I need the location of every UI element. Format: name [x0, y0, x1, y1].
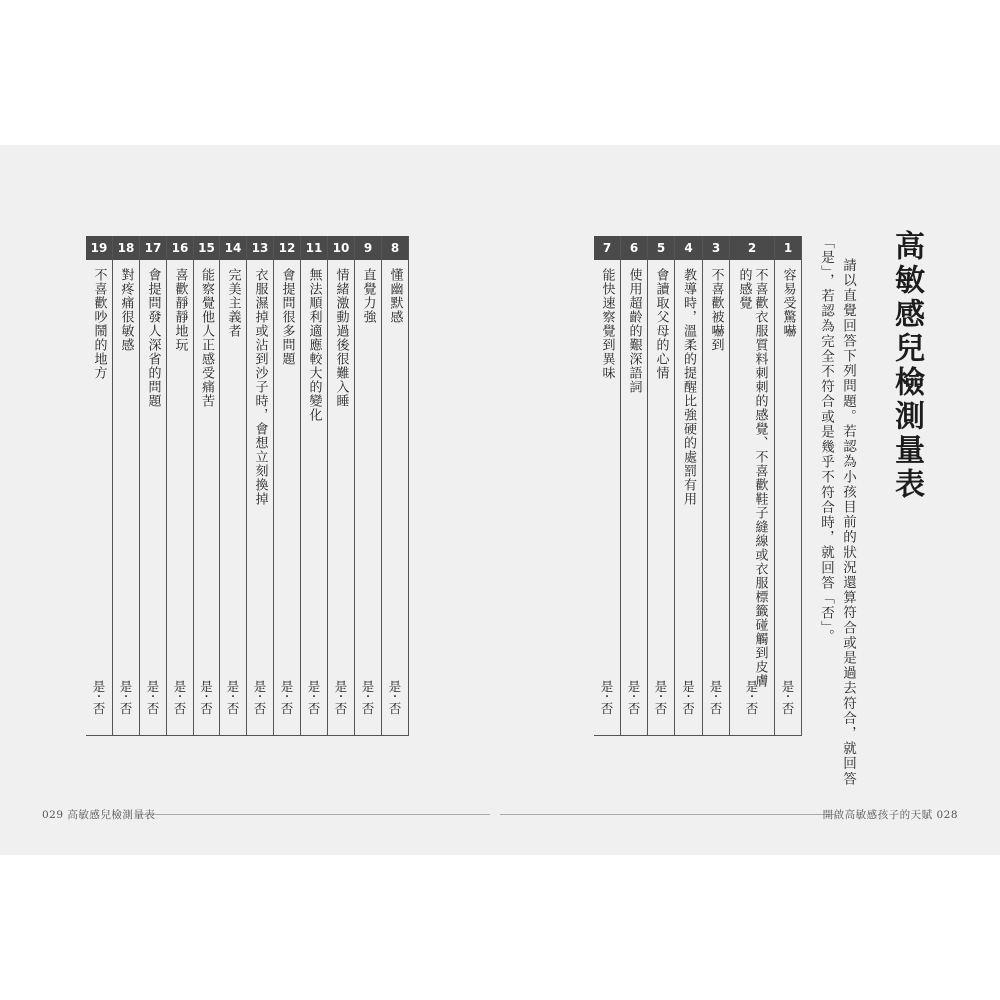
question-column — [113, 236, 140, 736]
question-column — [301, 236, 328, 736]
question-column — [621, 236, 648, 736]
answer-no[interactable]: 否 — [361, 701, 375, 716]
question-number: 13 — [247, 236, 273, 260]
instruction-line-1: 請以直覺回答下列問題。若認為小孩目前的狀況還算符合或是過去符合，就回答 — [840, 258, 856, 787]
footer-left-title: 高敏感兒檢測量表 — [67, 809, 156, 821]
yes-no-answer[interactable] — [675, 680, 702, 715]
yes-no-answer[interactable] — [220, 680, 246, 715]
question-number: 9 — [355, 236, 381, 260]
question-number: 2 — [730, 236, 774, 260]
question-number: 12 — [274, 236, 300, 260]
yes-no-answer[interactable] — [648, 680, 674, 715]
yes-no-answer[interactable] — [113, 680, 139, 715]
answer-yes[interactable]: 是 — [119, 679, 133, 694]
question-text: 使用超齡的艱深語詞 — [626, 268, 642, 394]
question-text: 無法順利適應較大的變化 — [306, 268, 322, 422]
answer-yes[interactable]: 是 — [361, 679, 375, 694]
answer-yes[interactable]: 是 — [334, 679, 348, 694]
yes-no-answer[interactable] — [355, 680, 381, 715]
answer-yes[interactable]: 是 — [745, 679, 759, 694]
question-column — [274, 236, 301, 736]
answer-separator: ・ — [363, 692, 373, 703]
question-column — [648, 236, 675, 736]
footer-right-title: 開啟高敏感孩子的天賦 — [822, 809, 933, 821]
question-text: 完美主義者 — [225, 268, 241, 338]
answer-separator: ・ — [656, 692, 666, 703]
yes-no-answer[interactable] — [328, 680, 354, 715]
answer-separator: ・ — [255, 692, 265, 703]
answer-no[interactable]: 否 — [119, 701, 133, 716]
answer-separator: ・ — [175, 692, 185, 703]
question-text: 對疼痛很敏感 — [118, 268, 134, 352]
question-text: 情緒激動過後很難入睡 — [333, 268, 349, 408]
answer-separator: ・ — [629, 692, 639, 703]
yes-no-answer[interactable] — [703, 680, 729, 715]
question-text: 的感覺 — [736, 268, 752, 310]
question-number: 16 — [167, 236, 193, 260]
answer-separator: ・ — [683, 692, 694, 703]
footer-right — [823, 807, 958, 822]
question-column — [703, 236, 730, 736]
question-text: 教導時，溫柔的提醒比強硬的處罰有用 — [681, 268, 696, 506]
question-number: 3 — [703, 236, 729, 260]
question-column — [220, 236, 247, 736]
answer-separator: ・ — [747, 692, 757, 703]
question-text: 直覺力強 — [360, 268, 376, 324]
answer-no[interactable]: 否 — [92, 701, 106, 716]
answer-yes[interactable]: 是 — [307, 679, 321, 694]
question-number: 18 — [113, 236, 139, 260]
yes-no-answer[interactable] — [194, 680, 219, 715]
answer-yes[interactable]: 是 — [682, 679, 695, 694]
answer-separator: ・ — [336, 692, 346, 703]
yes-no-answer[interactable] — [301, 680, 327, 715]
answer-no[interactable]: 否 — [280, 701, 294, 716]
question-column — [167, 236, 194, 736]
question-text: 不喜歡吵鬧的地方 — [91, 268, 107, 380]
question-column — [675, 236, 703, 736]
answer-no[interactable]: 否 — [745, 701, 759, 716]
answer-yes[interactable]: 是 — [253, 679, 267, 694]
question-column — [140, 236, 167, 736]
answer-yes[interactable]: 是 — [280, 679, 294, 694]
answer-no[interactable]: 否 — [307, 701, 321, 716]
answer-separator: ・ — [94, 692, 104, 703]
answer-no[interactable]: 否 — [600, 701, 614, 716]
yes-no-answer[interactable] — [775, 680, 801, 715]
question-number: 19 — [86, 236, 112, 260]
answer-yes[interactable]: 是 — [92, 679, 106, 694]
yes-no-answer[interactable] — [274, 680, 300, 715]
instruction-line-2: 「是」，若認為完全不符合或是幾乎不符合時，就回答「否」。 — [818, 235, 834, 645]
question-column — [594, 236, 621, 736]
answer-no[interactable]: 否 — [781, 701, 795, 716]
page-title: 高敏感兒檢測量表 — [889, 230, 924, 502]
answer-yes[interactable]: 是 — [600, 679, 614, 694]
question-column — [355, 236, 382, 736]
question-text: 容易受驚嚇 — [780, 268, 796, 338]
question-number: 6 — [621, 236, 647, 260]
answer-no[interactable]: 否 — [388, 701, 402, 716]
answer-separator: ・ — [201, 692, 212, 703]
answer-no[interactable]: 否 — [200, 701, 213, 716]
answer-yes[interactable]: 是 — [226, 679, 240, 694]
answer-yes[interactable]: 是 — [146, 679, 160, 694]
answer-separator: ・ — [783, 692, 793, 703]
answer-yes[interactable]: 是 — [709, 679, 723, 694]
question-text: 會讀取父母的心情 — [653, 268, 669, 380]
answer-no[interactable]: 否 — [226, 701, 240, 716]
answer-no[interactable]: 否 — [682, 701, 695, 716]
answer-separator: ・ — [309, 692, 319, 703]
question-text: 不喜歡被嚇到 — [708, 268, 724, 352]
answer-separator: ・ — [390, 692, 400, 703]
yes-no-answer[interactable] — [621, 680, 647, 715]
question-number: 4 — [675, 236, 702, 260]
question-text: 會提問很多問題 — [279, 268, 295, 366]
answer-yes[interactable]: 是 — [781, 679, 795, 694]
question-number: 7 — [594, 236, 620, 260]
question-text: 喜歡靜靜地玩 — [172, 268, 188, 352]
yes-no-answer[interactable] — [382, 680, 408, 715]
question-text: 不喜歡衣服質料刺刺的感覺、不喜歡鞋子縫線或衣服標籤碰觸到皮膚 — [752, 268, 768, 688]
question-text: 能快速察覺到異味 — [599, 268, 615, 380]
answer-no[interactable]: 否 — [146, 701, 160, 716]
question-text: 能察覺他人正感受痛苦 — [199, 268, 214, 408]
answer-separator: ・ — [121, 692, 131, 703]
question-column — [730, 236, 775, 736]
question-number: 17 — [140, 236, 166, 260]
footer-left — [42, 807, 155, 822]
footer-rule-right — [500, 814, 835, 815]
question-column — [775, 236, 802, 736]
answer-yes[interactable]: 是 — [173, 679, 187, 694]
answer-separator: ・ — [602, 692, 612, 703]
question-number: 14 — [220, 236, 246, 260]
answer-yes[interactable]: 是 — [627, 679, 641, 694]
question-number: 5 — [648, 236, 674, 260]
yes-no-answer[interactable] — [594, 680, 620, 715]
answer-no[interactable]: 否 — [173, 701, 187, 716]
yes-no-answer[interactable] — [86, 680, 112, 715]
question-number: 11 — [301, 236, 327, 260]
question-number: 10 — [328, 236, 354, 260]
question-column — [328, 236, 355, 736]
answer-no[interactable]: 否 — [627, 701, 641, 716]
answer-yes[interactable]: 是 — [200, 679, 213, 694]
answer-no[interactable]: 否 — [334, 701, 348, 716]
question-number: 1 — [775, 236, 801, 260]
question-column — [382, 236, 409, 736]
page-number-right: 028 — [936, 809, 958, 821]
question-column — [247, 236, 274, 736]
page-number-left: 029 — [42, 809, 64, 821]
answer-separator: ・ — [282, 692, 292, 703]
answer-yes[interactable]: 是 — [654, 679, 668, 694]
answer-no[interactable]: 否 — [253, 701, 267, 716]
yes-no-answer[interactable] — [140, 680, 166, 715]
answer-separator: ・ — [148, 692, 158, 703]
question-column — [194, 236, 220, 736]
yes-no-answer[interactable] — [167, 680, 193, 715]
question-text: 衣服濕掉或沾到沙子時，會想立刻換掉 — [252, 268, 268, 506]
yes-no-answer[interactable] — [247, 680, 273, 715]
question-number: 8 — [382, 236, 408, 260]
answer-no[interactable]: 否 — [654, 701, 668, 716]
answer-no[interactable]: 否 — [709, 701, 723, 716]
question-text: 懂幽默感 — [387, 268, 403, 324]
question-text: 會提問發人深省的問題 — [145, 268, 161, 408]
yes-no-answer[interactable] — [730, 680, 774, 715]
question-number: 15 — [194, 236, 219, 260]
answer-separator: ・ — [711, 692, 721, 703]
answer-separator: ・ — [228, 692, 238, 703]
answer-yes[interactable]: 是 — [388, 679, 402, 694]
footer-rule-left — [140, 814, 490, 815]
question-column — [86, 236, 113, 736]
